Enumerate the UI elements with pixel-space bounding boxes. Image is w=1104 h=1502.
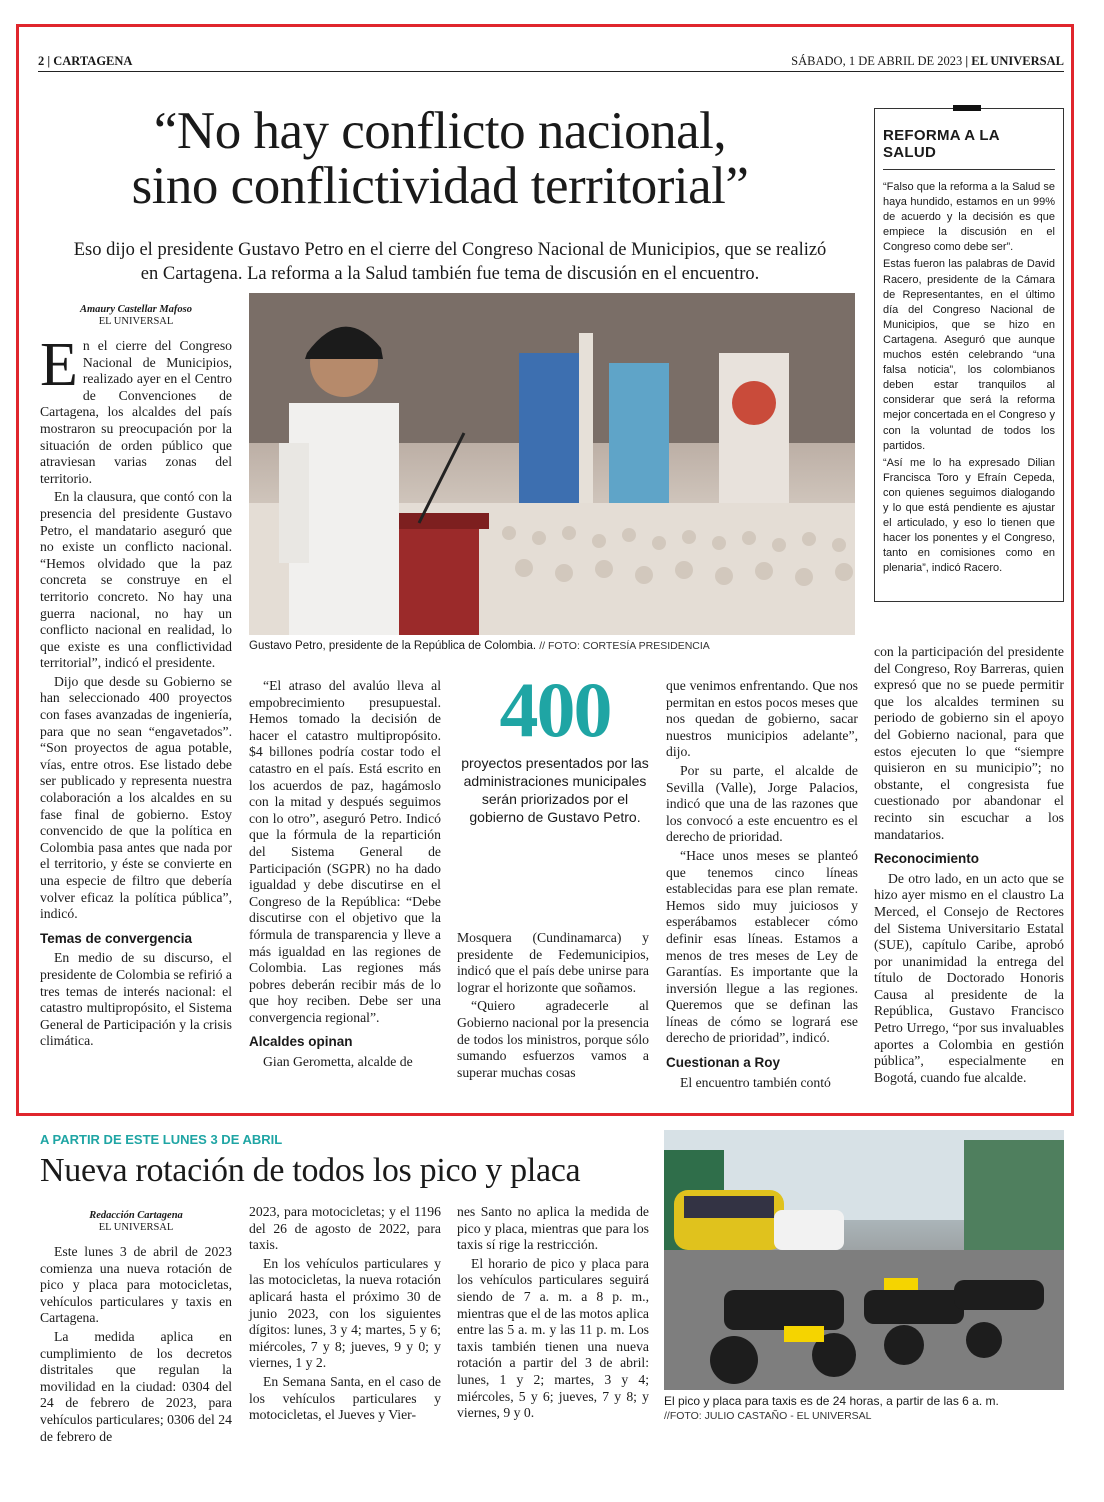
paragraph: La medida aplica en cumplimiento de los decretos distritales que regulan la movilidad en la ciudad: 0304 del 24 de febrero de 2023, para vehículos particulares; 0306 del 24 de febrero de bbox=[40, 1328, 232, 1444]
article-column-2 bbox=[249, 678, 441, 1073]
article-column-3 bbox=[457, 930, 649, 1083]
photo-illustration bbox=[249, 293, 855, 635]
subhead-line-2: en Cartagena. La reforma a la Salud también fue tema de discusión en el encuentro. bbox=[140, 264, 760, 284]
paragraph: “Hace unos meses se planteó que tenemos cinco líneas establecidas para ese plan remate. Hemos sido muy juiciosos y esperábamos establecer cómo definir esas líneas. Estamos a menos de tres meses de Ley de Garantías. Es importante que la inversión llegue a las regiones. Queremos que se definan las líneas de cómo se logrará ese derecho de prioridad”, indicó. bbox=[666, 847, 858, 1046]
second-column-2 bbox=[249, 1204, 441, 1426]
paragraph: Gian Gerometta, alcalde de bbox=[263, 1054, 413, 1070]
paragraph: En Semana Santa, en el caso de los vehículos particulares y motocicletas, el Jueves y Vier- bbox=[249, 1373, 441, 1423]
caption-text: Gustavo Petro, presidente de la República de Colombia. bbox=[249, 640, 537, 652]
subhead-line-1: Eso dijo el presidente Gustavo Petro en el cierre del Congreso Nacional de Municipios, que se realizó bbox=[73, 240, 827, 260]
headline-line-1: “No hay conflicto nacional, bbox=[153, 102, 727, 160]
paragraph: que venimos enfrentando. Que nos permitan en estos pocos meses que nos quedan de gobierno, sacar nuestros municipios adelante”, dijo. bbox=[666, 678, 858, 760]
sidebar-paragraph: “Así me lo ha expresado Dilian Francisca Toro y Efraín Cepeda, con quienes seguimos dialogando y lo que está pendiente es ajustar el articulado, y eso lo tienen que hacer los ponentes y el Congreso, tanto en comisiones como en plenaria”, indicó Racero. bbox=[883, 456, 1055, 575]
byline-org: EL UNIVERSAL bbox=[98, 316, 174, 327]
issue-date: SÁBADO, 1 DE ABRIL DE 2023 bbox=[791, 54, 963, 68]
byline-name: Redacción Cartagena bbox=[89, 1210, 183, 1221]
second-headline: Nueva rotación de todos los pico y placa bbox=[40, 1152, 581, 1189]
article-column-4 bbox=[666, 678, 858, 1093]
page-folio bbox=[38, 54, 1064, 70]
sidebar-tab bbox=[953, 105, 981, 111]
second-kicker: A PARTIR DE ESTE LUNES 3 DE ABRIL bbox=[40, 1132, 283, 1147]
paragraph: Por su parte, el alcalde de Sevilla (Valle), Jorge Palacios, indicó que una de las razones que los convocó a este encuentro es el derecho de prioridad. bbox=[666, 762, 858, 845]
paragraph: En los vehículos particulares y las motocicletas, la nueva rotación aplicará hasta el próximo 30 de junio 2023, con los siguientes dígitos: lunes, 3 y 4; martes, 5 y 6; miércoles, 7 y 8; jueves, 9 y 0; y viernes, 1 y 2. bbox=[249, 1255, 441, 1371]
byline bbox=[40, 1210, 232, 1234]
folio-right bbox=[791, 54, 1064, 69]
paragraph: con la participación del presidente del Congreso, Roy Barreras, quien expresó que no se puede permitir que los alcaldes terminen su periodo de gobierno sin el apoyo del Gobierno nacional, para que estos ejecuten lo que “siempre quisieron en su municipio”; no obstante, el congresista fue cuestionado por abandonar el recinto sin escuchar a los mandatarios. bbox=[874, 644, 1064, 842]
traffic-photo-caption bbox=[664, 1394, 1064, 1422]
section-heading: Alcaldes opinan bbox=[249, 1034, 353, 1050]
photo-caption bbox=[249, 640, 855, 652]
paragraph: Dijo que desde su Gobierno se han seleccionado 400 proyectos con fases avanzadas de ingeniería, para que no sean “engavetados”. “Son proyectos de agua potable, vías, entre otros. Ese listado debe ser publicado y representa nuestra colaboración a los alcaldes en su fase final de gobierno. Estoy convencido de que la política en Colombia pasa antes que nada por el territorio, y éste se convierte en una especie de filtro que debería volver eficaz la política pública”, indicó. bbox=[40, 673, 232, 922]
second-column-3 bbox=[457, 1204, 649, 1424]
page-number: 2 bbox=[38, 54, 45, 68]
paragraph: Mosquera (Cundinamarca) y presidente de Fedemunicipios, indicó que el país debe unirse para lograr el horizonte que soñamos. bbox=[457, 930, 649, 995]
paragraph: En medio de su discurso, el presidente de Colombia se refirió a tres temas de interés nacional: el catastro multipropósito, el Sistema General de Participación y la crisis climática. bbox=[40, 950, 232, 1049]
sidebar-title: REFORMA A LA SALUD bbox=[883, 117, 1055, 170]
photo-illustration bbox=[664, 1130, 1064, 1390]
paragraph: De otro lado, en un acto que se hizo ayer mismo en el claustro La Merced, el Consejo de Rectores del Sistema Universitario Estatal (SUE), capítulo Caribe, aprobó por unanimidad la entrega del título de Doctorado Honoris Causa al presidente de la República, Gustavo Francisco Petro Urrego, “por sus invaluables aportes a Colombia en gestión pública”, especialmente en Bogotá, cuando fue alcalde. bbox=[874, 870, 1064, 1085]
byline bbox=[40, 304, 232, 328]
paragraph: “Quiero agradecerle al Gobierno nacional por la presencia de todos los ministros, porque sólo sumando esfuerzos vamos a superar muchas cosas bbox=[457, 998, 649, 1080]
article-column-5 bbox=[874, 644, 1064, 1088]
article-column-1 bbox=[40, 304, 232, 1052]
traffic-photo bbox=[664, 1130, 1064, 1390]
paragraph: 2023, para motocicletas; y el 1196 del 26 de agosto de 2022, para taxis. bbox=[249, 1204, 441, 1253]
byline-org: EL UNIVERSAL bbox=[98, 1222, 174, 1233]
section-name: | CARTAGENA bbox=[47, 54, 133, 68]
folio-left bbox=[38, 54, 132, 69]
paragraph: En la clausura, que contó con la presencia del presidente Gustavo Petro, el mandatario aseguró que no existe un conflicto nacional. “Hemos olvidado que la paz concreta se construye en el territorio concreto. No hay una guerra nacional, no hay un conflicto nacional en realidad, lo que existe es una conflictividad territorial”, indicó el presidente. bbox=[40, 489, 232, 671]
stat-text: proyectos presentados por las administraciones municipales serán priorizados por el gobierno de Gustavo Petro. bbox=[461, 755, 649, 825]
sidebar-paragraph: Estas fueron las palabras de David Racero, presidente de la Cámara de Representantes, en el último día del Congreso Nacional de Municipios, que se hizo en Cartagena. Aseguró que aunque muchos estén celebrando “una falsa noticia”, los colombianos deben estar tranquilos al considerar que será la reforma mejor concertada en el Congreso y con la voluntad de todos los partidos. bbox=[883, 258, 1055, 452]
stat-callout bbox=[460, 666, 650, 826]
stat-number: 400 bbox=[499, 666, 611, 753]
section-heading: Reconocimiento bbox=[874, 851, 980, 867]
paragraph: El encuentro también contó bbox=[680, 1074, 831, 1090]
paragraph: En el cierre del Congreso Nacional de Municipios, realizado ayer en el Centro de Convenciones de Cartagena, los alcaldes del país mostraron su preocupación por la situación de orden público que atraviesan varias zonas del territorio. bbox=[40, 331, 232, 486]
paragraph: “El atraso del avalúo lleva al empobrecimiento presupuestal. Hemos tomado la decisión de hacer el catastro multipropósito. $4 billones podría costar todo el catastro en el país. Está escrito en los acuerdos de paz, hagámoslo con la mitad y después seguimos con lo otro”, aseguró Petro. Indicó que la fórmula de la repartición del Sistema General de Participación (SGPR) no ha dado igualdad y debe discutirse en el Congreso de la República: “Debe discutirse con el objetivo que la fórmula de transparencia y lleve a más igualdad en las regiones de Colombia. Las regiones más pobres deberán recibir más de lo que hoy reciben. Debe ser una convergencia regional”. bbox=[249, 678, 441, 1025]
folio-rule bbox=[38, 71, 1064, 72]
headline-line-2: sino conflictividad territorial” bbox=[131, 157, 749, 215]
photo-credit: //FOTO: JULIO CASTAÑO - EL UNIVERSAL bbox=[664, 1410, 872, 1422]
photo-credit: // FOTO: CORTESÍA PRESIDENCIA bbox=[539, 640, 710, 652]
paper-name: | EL UNIVERSAL bbox=[965, 54, 1064, 68]
paragraph: nes Santo no aplica la medida de pico y placa, mientras que para los taxis sí rige la restricción. bbox=[457, 1204, 649, 1253]
paragraph: El horario de pico y placa para los vehículos particulares seguirá siendo de 7 a. m. a 8 p. m., mientras que el de las motos aplica entre las 5 a. m. y las 11 p. m. Los taxis también tienen una nueva rotación a partir del 3 de abril: lunes, 1 y 2; martes, 3 y 4; miércoles, 5 y 6; jueves, 7 y 8; y viernes, 9 y 0. bbox=[457, 1255, 649, 1421]
sidebar-paragraph: “Falso que la reforma a la Salud se haya hundido, estamos en un 99% de acuerdo y la decisión es que empiece la discusión en el Congreso como debe ser”. bbox=[883, 181, 1055, 254]
dropcap: E bbox=[40, 331, 78, 399]
byline-name: Amaury Castellar Mafoso bbox=[79, 304, 192, 315]
main-subhead bbox=[40, 238, 860, 286]
section-heading: Cuestionan a Roy bbox=[666, 1055, 781, 1071]
caption-text: El pico y placa para taxis es de 24 horas, a partir de las 6 a. m. bbox=[664, 1394, 999, 1408]
paragraph: Este lunes 3 de abril de 2023 comienza una nueva rotación de pico y placa para motocicletas, vehículos particulares y taxis en Cartagena. bbox=[40, 1244, 232, 1326]
petro-speech-photo bbox=[249, 293, 855, 635]
main-headline bbox=[40, 104, 840, 214]
section-heading: Temas de convergencia bbox=[40, 930, 193, 946]
health-reform-sidebar bbox=[874, 108, 1064, 602]
second-column-1 bbox=[40, 1210, 232, 1447]
